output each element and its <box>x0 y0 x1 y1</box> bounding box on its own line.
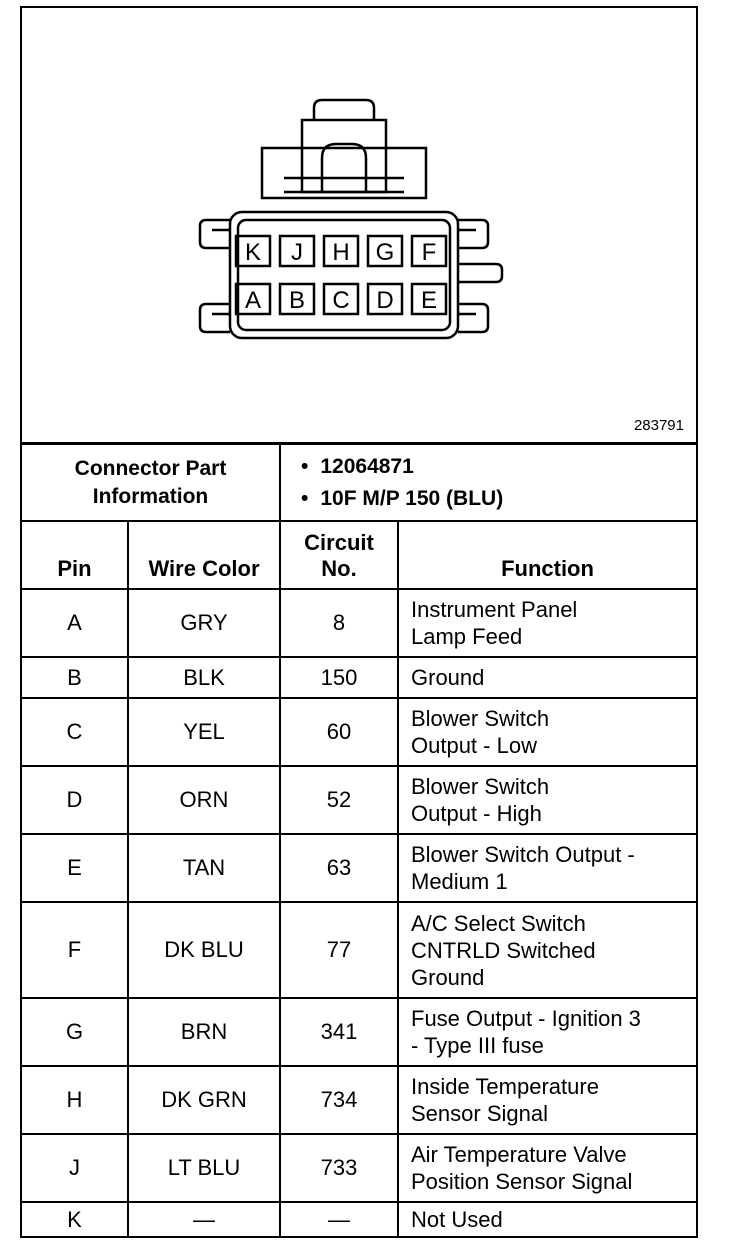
function-cell <box>398 834 696 902</box>
function-line: Instrument Panel <box>411 597 578 622</box>
circuit-cell: 52 <box>280 766 398 834</box>
pin-cell: A <box>22 589 128 657</box>
part-info-values <box>280 445 696 521</box>
function-line: Lamp Feed <box>411 624 523 649</box>
circuit-cell: — <box>280 1202 398 1236</box>
function-cell <box>398 902 696 998</box>
function-line: Fuse Output - Ignition 3 <box>411 1006 641 1031</box>
function-line: Inside Temperature <box>411 1074 599 1099</box>
function-cell <box>398 766 696 834</box>
wire-color-cell: YEL <box>128 698 280 766</box>
circuit-cell: 150 <box>280 657 398 698</box>
function-cell <box>398 998 696 1066</box>
function-line: CNTRLD Switched <box>411 937 596 963</box>
function-line: Blower Switch Output - <box>411 842 635 867</box>
function-line: - Type III fuse <box>411 1033 544 1058</box>
connector-illustration <box>22 8 696 442</box>
pin-cell: K <box>22 1202 128 1236</box>
pin-label-f: F <box>421 239 437 266</box>
part-info-label: Connector Part Information <box>22 445 280 521</box>
wire-color-cell: DK BLU <box>128 902 280 998</box>
pin-label-a: A <box>244 287 262 314</box>
function-cell <box>398 657 696 698</box>
function-line: Position Sensor Signal <box>411 1169 633 1194</box>
pin-label-b: B <box>288 287 306 314</box>
pin-label-d: D <box>376 287 394 314</box>
function-cell <box>398 1202 696 1236</box>
pin-label-j: J <box>291 239 303 266</box>
function-line: Medium 1 <box>411 869 508 894</box>
part-number: • 12064871 <box>323 451 696 483</box>
table-row <box>22 998 696 1066</box>
header-circuit: Circuit No. <box>280 521 398 589</box>
function-cell <box>398 1134 696 1202</box>
function-line: Ground <box>411 964 485 990</box>
table-row <box>22 1202 696 1236</box>
wire-color-cell: — <box>128 1202 280 1236</box>
document-frame <box>20 6 698 1238</box>
table-row <box>22 698 696 766</box>
pin-cell: J <box>22 1134 128 1202</box>
circuit-cell: 341 <box>280 998 398 1066</box>
wire-color-cell: BRN <box>128 998 280 1066</box>
circuit-cell: 734 <box>280 1066 398 1134</box>
table-row <box>22 1134 696 1202</box>
function-line: Blower Switch <box>411 774 550 799</box>
function-line: Output - High <box>411 801 542 826</box>
function-line: Sensor Signal <box>411 1101 548 1126</box>
connector-diagram <box>22 8 696 445</box>
pin-label-c: C <box>332 287 350 314</box>
table-row <box>22 902 696 998</box>
wire-color-cell: DK GRN <box>128 1066 280 1134</box>
circuit-cell: 63 <box>280 834 398 902</box>
circuit-cell: 8 <box>280 589 398 657</box>
table-row <box>22 834 696 902</box>
function-line: Output - Low <box>411 733 537 758</box>
header-function: Function <box>398 521 696 589</box>
function-line: A/C Select Switch <box>411 910 586 936</box>
wire-color-cell: TAN <box>128 834 280 902</box>
pin-cell: F <box>22 902 128 998</box>
table-row <box>22 657 696 698</box>
wire-color-cell: LT BLU <box>128 1134 280 1202</box>
header-row <box>22 521 696 589</box>
part-description: • 10F M/P 150 (BLU) <box>323 483 696 515</box>
pinout-table <box>22 445 696 1236</box>
table-row <box>22 766 696 834</box>
pin-label-h: H <box>332 239 350 266</box>
function-cell <box>398 1066 696 1134</box>
pin-label-g: G <box>375 239 395 266</box>
function-line: Not Used <box>411 1207 503 1232</box>
pin-cell: E <box>22 834 128 902</box>
pin-label-e: E <box>420 287 438 314</box>
header-pin: Pin <box>22 521 128 589</box>
pin-cell: G <box>22 998 128 1066</box>
function-line: Blower Switch <box>411 706 550 731</box>
pin-cell: C <box>22 698 128 766</box>
circuit-cell: 60 <box>280 698 398 766</box>
function-line: Ground <box>411 665 485 690</box>
circuit-cell: 77 <box>280 902 398 998</box>
wire-color-cell: ORN <box>128 766 280 834</box>
table-row <box>22 1066 696 1134</box>
part-info-row <box>22 445 696 521</box>
pin-label-k: K <box>244 239 262 266</box>
function-cell <box>398 589 696 657</box>
figure-id: 283791 <box>633 417 684 434</box>
wire-color-cell: GRY <box>128 589 280 657</box>
pin-cell: D <box>22 766 128 834</box>
wire-color-cell: BLK <box>128 657 280 698</box>
table-row <box>22 589 696 657</box>
function-line: Air Temperature Valve <box>411 1142 627 1167</box>
pin-cell: H <box>22 1066 128 1134</box>
circuit-cell: 733 <box>280 1134 398 1202</box>
function-cell <box>398 698 696 766</box>
header-wire-color: Wire Color <box>128 521 280 589</box>
pin-cell: B <box>22 657 128 698</box>
